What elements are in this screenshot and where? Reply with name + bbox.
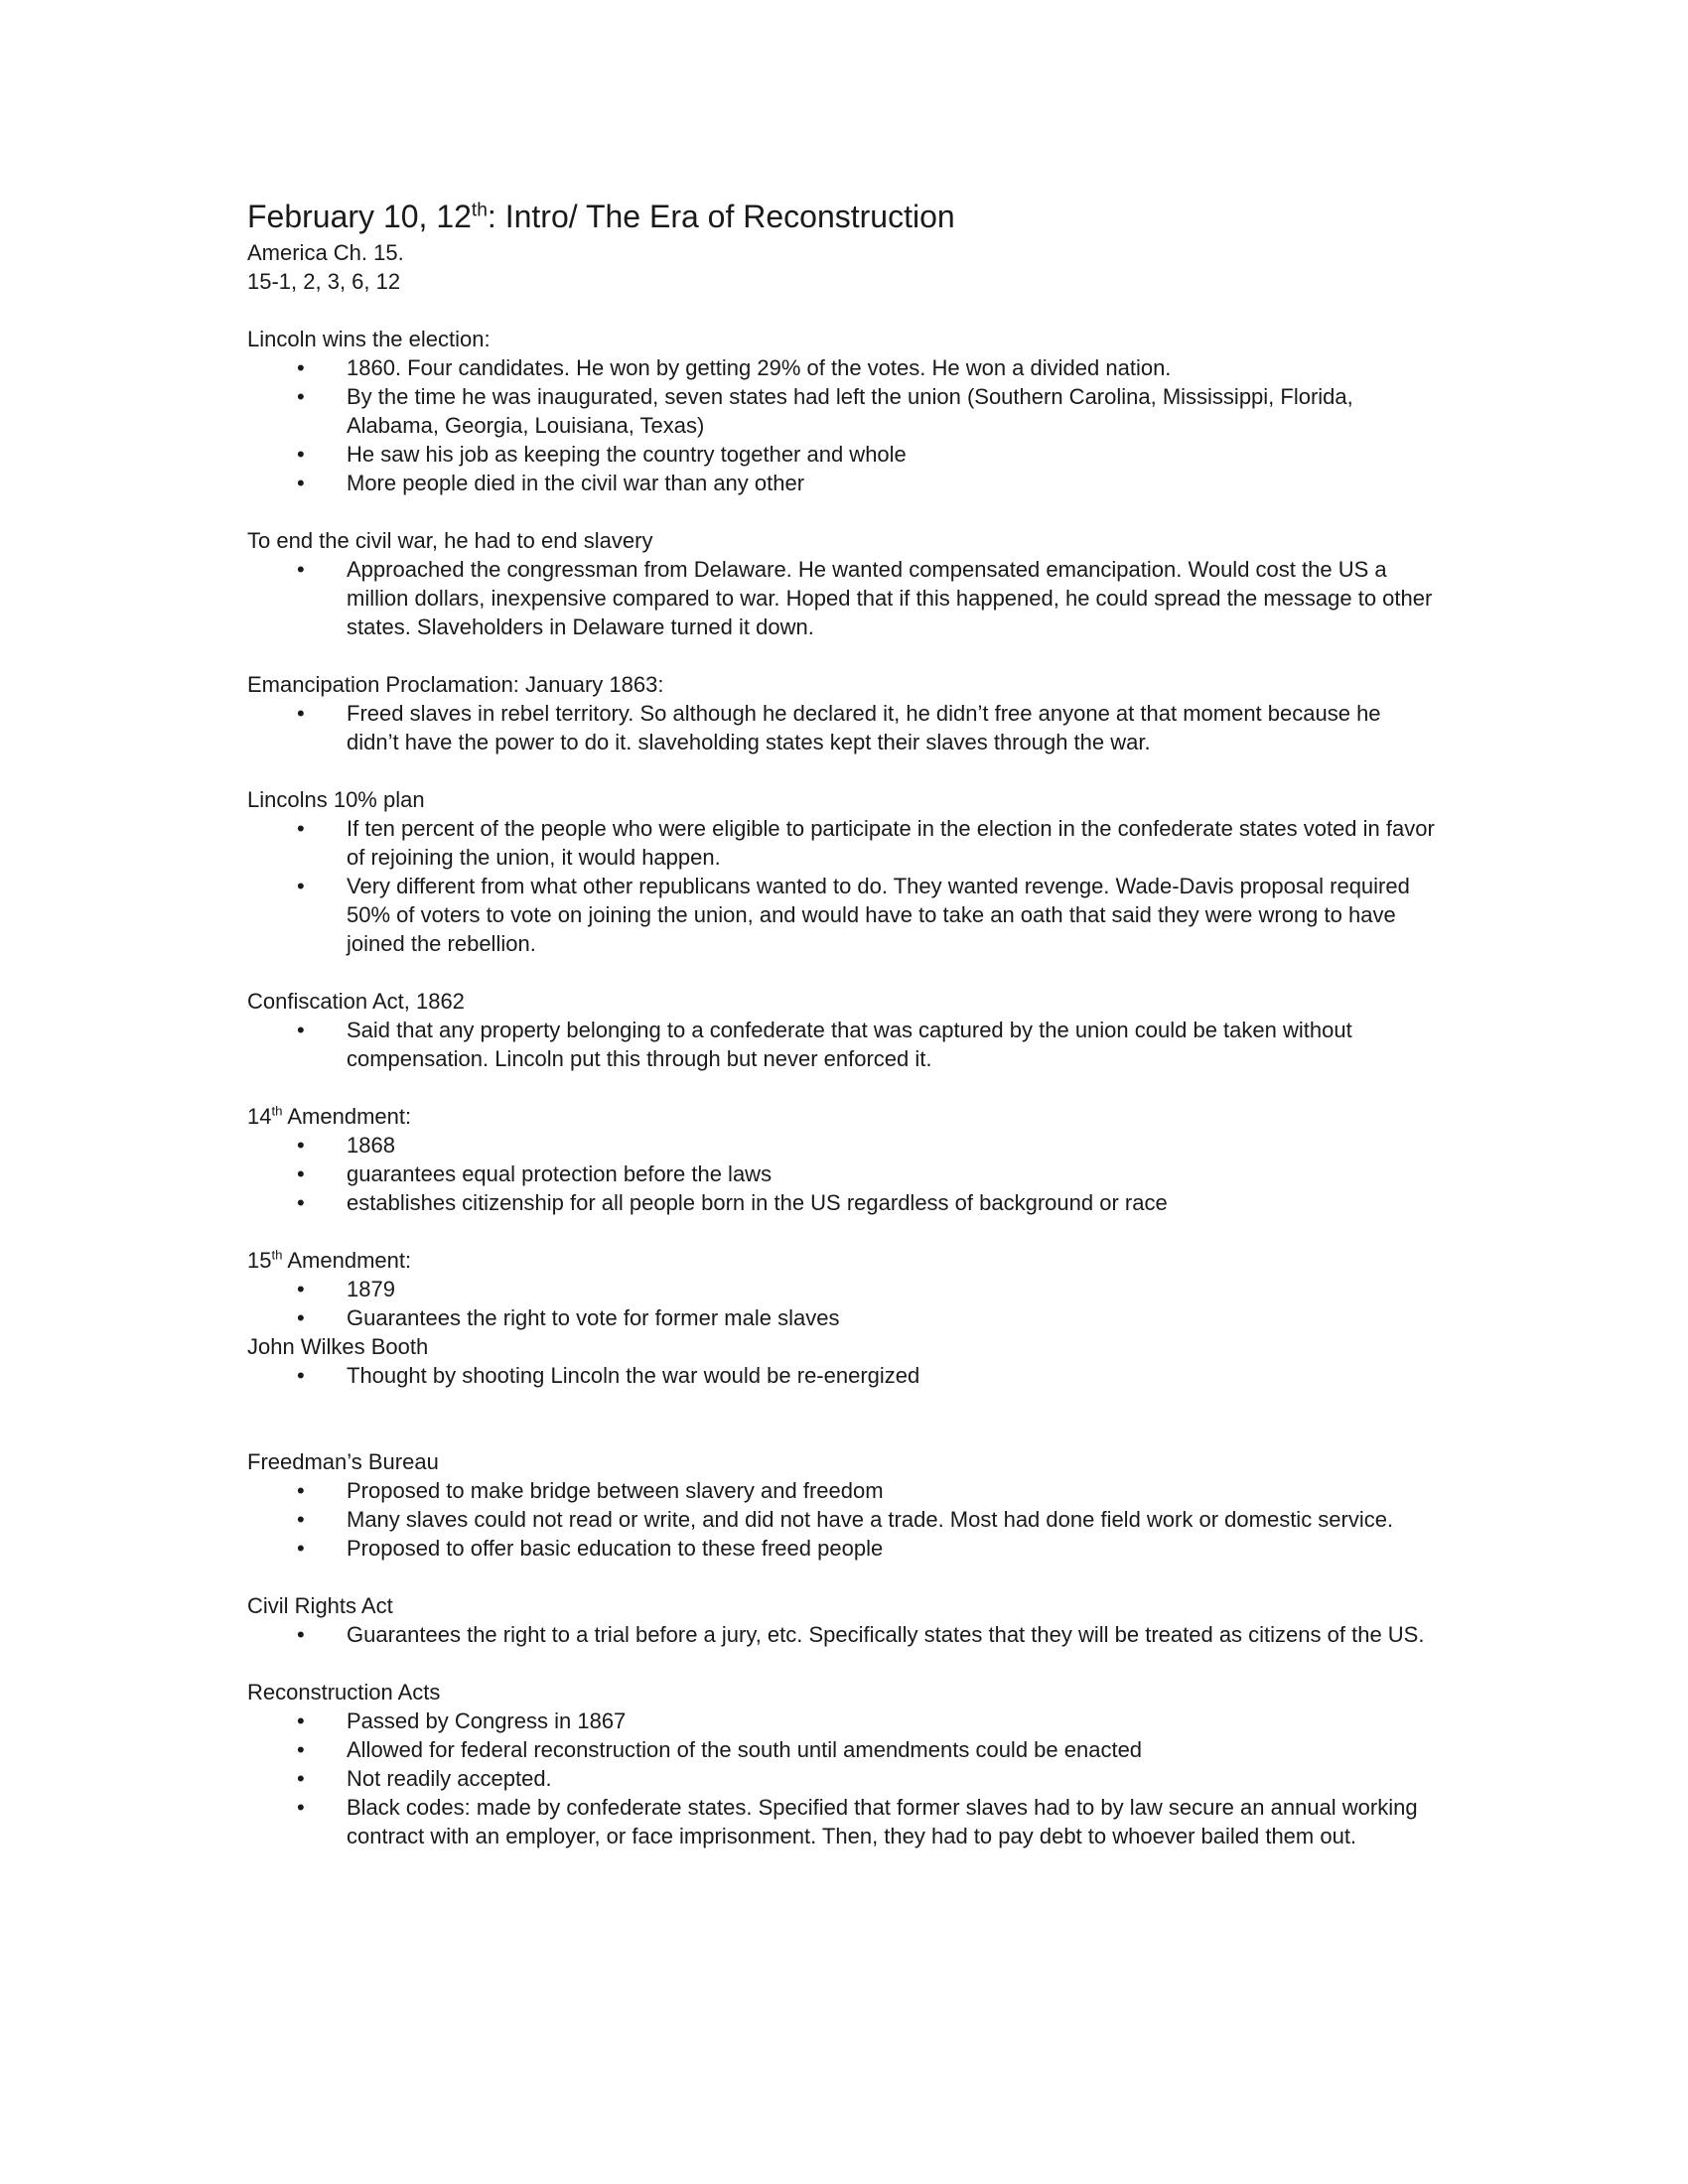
- list-item: • 1879: [247, 1275, 1439, 1303]
- section-15th-amendment: [247, 1246, 1439, 1332]
- list-item: • Not readily accepted.: [247, 1764, 1439, 1793]
- list-item: • More people died in the civil war than any other: [247, 469, 1439, 497]
- section-heading: John Wilkes Booth: [247, 1334, 429, 1359]
- list-item: • 1868: [247, 1131, 1439, 1160]
- list-item: • Freed slaves in rebel territory. So although he declared it, he didn’t free anyone at that moment because he didn’t have the power to do it. slaveholding states kept their slaves through the war.: [247, 699, 1439, 756]
- bullet-list: [247, 1706, 1439, 1850]
- section-heading: Lincoln wins the election:: [247, 327, 491, 351]
- section-heading: Confiscation Act, 1862: [247, 989, 465, 1014]
- section-heading: 14th Amendment:: [247, 1103, 412, 1129]
- section-emancipation-proclamation: [247, 670, 1439, 756]
- bullet-list: [247, 1476, 1439, 1563]
- bullet-list: [247, 1361, 1439, 1390]
- section-end-slavery: [247, 526, 1439, 641]
- section-john-wilkes-booth: [247, 1332, 1439, 1390]
- list-item: • Black codes: made by confederate states. Specified that former slaves had to by law secure an annual working contract with an employer, or face imprisonment. Then, they had to pay debt to whoever bailed them out.: [247, 1793, 1439, 1850]
- list-item: • 1860. Four candidates. He won by getting 29% of the votes. He won a divided nation.: [247, 353, 1439, 382]
- section-heading: Reconstruction Acts: [247, 1680, 441, 1705]
- section-reference: 15-1, 2, 3, 6, 12: [247, 269, 401, 294]
- section-heading: To end the civil war, he had to end slavery: [247, 528, 653, 553]
- list-item: • Approached the congressman from Delaware. He wanted compensated emancipation. Would cost the US a million dollars, inexpensive compared to war. Hoped that if this happened, he could spread the message to other states. Slaveholders in Delaware turned it down.: [247, 555, 1439, 641]
- list-item: • Thought by shooting Lincoln the war would be re-energized: [247, 1361, 1439, 1390]
- bullet-list: [247, 1275, 1439, 1332]
- bullet-list: [247, 1131, 1439, 1217]
- section-civil-rights-act: [247, 1591, 1439, 1649]
- bullet-list: [247, 699, 1439, 756]
- list-item: • He saw his job as keeping the country together and whole: [247, 440, 1439, 469]
- bullet-list: [247, 1620, 1439, 1649]
- list-item: • Guarantees the right to vote for former male slaves: [247, 1303, 1439, 1332]
- chapter-reference: America Ch. 15.: [247, 240, 404, 265]
- list-item: • Many slaves could not read or write, and did not have a trade. Most had done field work or domestic service.: [247, 1505, 1439, 1534]
- section-freedmans-bureau: [247, 1447, 1439, 1563]
- document-page: [247, 197, 1439, 1850]
- section-confiscation-act: [247, 987, 1439, 1073]
- bullet-list: [247, 353, 1439, 497]
- document-title: February 10, 12th: Intro/ The Era of Reconstruction: [247, 199, 955, 234]
- list-item: • By the time he was inaugurated, seven states had left the union (Southern Carolina, Mississippi, Florida, Alabama, Georgia, Louisiana, Texas): [247, 382, 1439, 440]
- list-item: • Allowed for federal reconstruction of the south until amendments could be enacted: [247, 1735, 1439, 1764]
- list-item: • establishes citizenship for all people born in the US regardless of background or race: [247, 1188, 1439, 1217]
- section-heading: Emancipation Proclamation: January 1863:: [247, 672, 664, 697]
- section-heading: Civil Rights Act: [247, 1593, 393, 1618]
- list-item: • Proposed to make bridge between slavery and freedom: [247, 1476, 1439, 1505]
- section-14th-amendment: [247, 1102, 1439, 1217]
- list-item: • If ten percent of the people who were eligible to participate in the election in the confederate states voted in favor of rejoining the union, it would happen.: [247, 814, 1439, 872]
- list-item: • guarantees equal protection before the laws: [247, 1160, 1439, 1188]
- list-item: • Passed by Congress in 1867: [247, 1706, 1439, 1735]
- section-heading: Lincolns 10% plan: [247, 787, 425, 812]
- bullet-list: [247, 1016, 1439, 1073]
- list-item: • Proposed to offer basic education to these freed people: [247, 1534, 1439, 1563]
- bullet-list: [247, 814, 1439, 958]
- section-lincoln-election: [247, 325, 1439, 497]
- section-heading: Freedman’s Bureau: [247, 1449, 439, 1474]
- section-reconstruction-acts: [247, 1678, 1439, 1850]
- section-ten-percent-plan: [247, 785, 1439, 958]
- list-item: • Guarantees the right to a trial before a jury, etc. Specifically states that they will be treated as citizens of the US.: [247, 1620, 1439, 1649]
- section-heading: 15th Amendment:: [247, 1247, 412, 1273]
- list-item: • Very different from what other republicans wanted to do. They wanted revenge. Wade-Davis proposal required 50% of voters to vote on joining the union, and would have to take an oath that said they were wrong to have joined the rebellion.: [247, 872, 1439, 958]
- list-item: • Said that any property belonging to a confederate that was captured by the union could be taken without compensation. Lincoln put this through but never enforced it.: [247, 1016, 1439, 1073]
- bullet-list: [247, 555, 1439, 641]
